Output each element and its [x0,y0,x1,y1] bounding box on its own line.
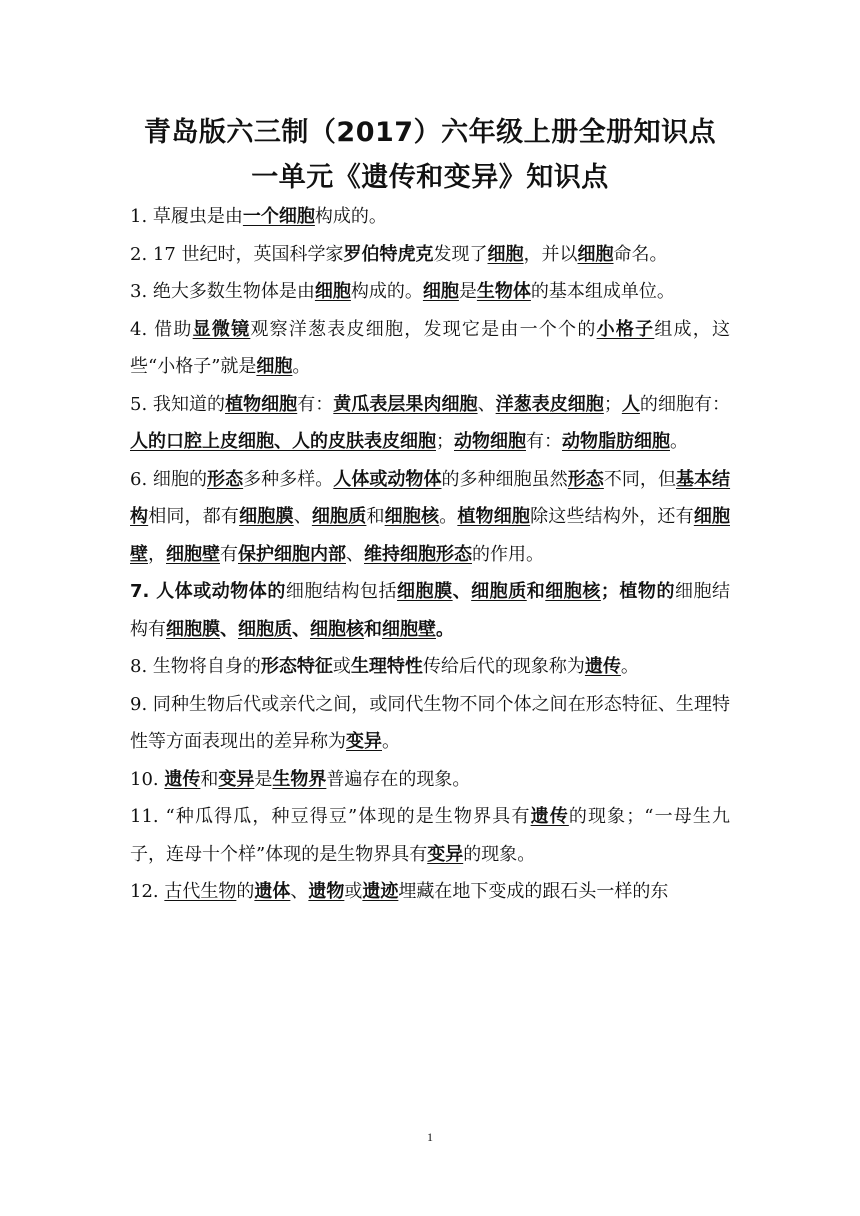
key-term: 细胞质 [471,581,527,602]
text-segment: 细胞结构包括 [285,581,398,602]
knowledge-points-list [130,198,730,911]
key-term: 动物脂肪细胞 [562,431,670,452]
text-segment: 4. 借助 [130,318,193,340]
text-segment: ； [436,431,454,452]
text-segment: 有 [220,543,238,565]
text-segment: 的多种细胞虽然 [441,468,568,490]
key-term: 细胞 [256,356,293,377]
text-segment: 2. 17 世纪时，英国科学家 [130,243,344,265]
text-segment: 有： [526,431,562,452]
key-term: 、 [452,581,472,602]
knowledge-point-p11 [130,798,730,873]
text-segment: 传给后代的现象称为 [422,656,585,677]
text-segment: 除这些结构外，还有 [530,506,694,527]
text-segment: 组成，这些“小格子”就是 [130,318,731,377]
knowledge-point-p2 [130,236,730,274]
knowledge-point-p8 [130,648,730,686]
text-segment: 。 [439,506,458,527]
text-segment: 发现了 [433,243,488,265]
key-term: 细胞 [422,281,459,302]
key-term: 植物细胞 [457,506,531,527]
key-term: 细胞 [314,281,351,302]
key-term: 7. 人体或动物体的 [130,581,286,602]
text-segment: 、 [293,506,312,527]
text-segment: 观察洋葱表皮细胞，发现它是由一个个的 [250,318,597,340]
key-term: 洋葱表皮细胞 [495,393,604,415]
text-segment: 或 [344,881,363,902]
key-term: 植物细胞 [225,393,298,415]
knowledge-point-p1 [130,198,730,236]
text-segment: 11. “种瓜得瓜，种豆得豆”体现的是生物界具有 [130,806,531,827]
key-term: 细胞膜 [397,581,453,602]
key-term: 人体或动物体 [333,468,442,490]
text-segment: ，并以 [523,243,578,265]
text-segment: 或 [332,656,351,677]
key-term: 遗传 [530,806,569,827]
text-segment: 多种多样。 [243,468,334,490]
key-term: 基本结构 [130,468,731,527]
key-term: 和 [364,618,382,640]
knowledge-point-p10 [130,761,730,799]
knowledge-point-p4 [130,311,730,386]
text-segment: 的细胞有： [639,393,731,415]
key-term: 小格子 [596,318,655,340]
key-term: 细胞质 [238,618,292,640]
key-term: 罗伯特虎克 [343,243,434,265]
text-segment: 的作用。 [472,543,544,565]
key-term: 人 [621,393,640,415]
text-segment: 。 [292,356,311,377]
text-segment: 普遍存在的现象。 [326,768,471,790]
key-term: 显微镜 [192,318,251,340]
key-term: 变异 [427,843,464,865]
key-term: 细胞核 [545,581,601,602]
key-term: 一个细胞 [242,206,315,227]
text-segment: 的基本组成单位。 [530,281,675,302]
key-term: 遗传 [164,768,201,790]
unit-subtitle: 一单元《遗传和变异》知识点 [251,162,609,193]
key-term: ；植物的 [600,581,675,602]
text-segment: 6. 细胞的 [130,468,208,490]
text-segment: 是 [254,768,273,790]
key-term: 遗传 [584,656,621,677]
knowledge-point-p12 [130,873,730,911]
text-segment: 、 [346,543,364,565]
text-segment: 5. 我知道的 [130,393,226,415]
text-segment: 有： [297,393,334,415]
text-segment: 命名。 [613,243,668,265]
text-segment: ； [603,393,622,415]
key-term: 遗物 [308,881,345,902]
key-term: 细胞 [487,243,524,265]
text-segment: 。 [620,656,639,677]
text-segment: 8. 生物将自身的 [130,656,261,677]
knowledge-point-p5 [130,386,730,461]
key-term: 细胞核 [384,506,440,527]
key-term: 动物细胞 [454,431,526,452]
text-segment: 。 [670,431,688,452]
key-term: 形态 [567,468,604,490]
key-term: 保护细胞内部 [238,543,346,565]
key-term: 细胞质 [311,506,367,527]
key-term: 生物界 [272,768,327,790]
text-segment: ， [148,543,166,565]
text-segment: 细胞结构有 [130,581,731,640]
text-segment: 12. [130,881,165,902]
text-segment: 和 [366,506,385,527]
key-term: 和 [526,581,546,602]
knowledge-point-p9 [130,686,730,761]
key-term: 形态特征 [260,656,333,677]
text-segment: 的 [236,881,255,902]
key-term: 形态 [207,468,244,490]
key-term: 变异 [218,768,255,790]
key-term: 黄瓜表层果肉细胞 [333,393,478,415]
key-term: 遗迹 [362,881,399,902]
text-segment: 的现象。 [463,843,536,865]
text-segment: 的现象；“一母生九子，连母十个样”体现的是生物界具有 [130,806,731,865]
key-term: 人的口腔上皮细胞、人的皮肤表皮细胞 [130,431,436,452]
text-segment: 1. 草履虫是由 [130,206,243,227]
key-term: 遗体 [254,881,291,902]
key-term: 细胞 [577,243,614,265]
key-term: 生物体 [476,281,531,302]
key-term: 细胞核 [310,618,364,640]
key-term: 细胞壁 [130,506,730,565]
knowledge-point-p6 [130,461,730,574]
key-term: 变异 [346,731,382,752]
text-segment: 是 [458,281,477,302]
key-term: 古代生物 [164,881,237,902]
text-segment: 10. [130,768,165,790]
key-term: 细胞膜 [239,506,294,527]
text-segment: 埋藏在地下变成的跟石头一样的东 [398,881,669,902]
text-segment: 。 [382,731,400,752]
page-number: 1 [427,1130,433,1144]
text-segment: 和 [200,768,219,790]
key-term: 。 [436,618,454,640]
text-segment: 3. 绝大多数生物体是由 [130,281,315,302]
text-segment: 不同，但 [603,468,676,490]
knowledge-point-p7 [130,573,730,648]
key-term: 细胞壁 [166,543,220,565]
key-term: 细胞壁 [382,618,436,640]
text-segment: 、 [290,881,309,902]
text-segment: 9. 同种生物后代或亲代之间，或同代生物不同个体之间在形态特征、生理特性等方面表现出的差异称为 [130,693,730,752]
knowledge-point-p3 [130,273,730,311]
text-segment: 、 [477,393,496,415]
key-term: 细胞膜 [166,618,220,640]
key-term: 、 [292,618,310,640]
key-term: 生理特性 [350,656,423,677]
key-term: 、 [220,618,238,640]
page-title: 青岛版六三制（2017）六年级上册全册知识点 [143,117,717,148]
text-segment: 相同，都有 [148,506,240,527]
text-segment: 构成的。 [350,281,423,302]
key-term: 维持细胞形态 [364,543,472,565]
text-segment: 构成的。 [314,206,387,227]
